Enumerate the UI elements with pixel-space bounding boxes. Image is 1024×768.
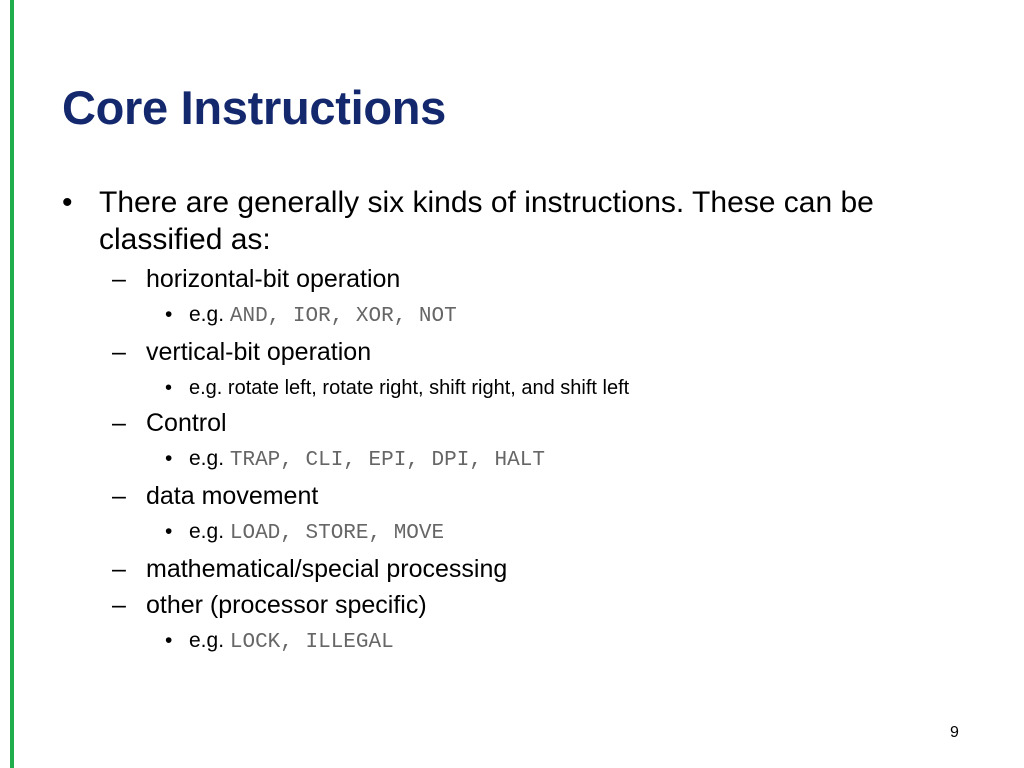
example-prefix: e.g.	[189, 447, 225, 470]
bullet-dot-icon: •	[165, 377, 173, 399]
example-prefix: e.g.	[189, 629, 225, 652]
dash-icon: –	[112, 591, 126, 619]
bullet-dot-icon: •	[165, 447, 173, 470]
example-data-movement	[62, 518, 962, 548]
sub-item-math-processing	[62, 554, 962, 584]
bullet-dot-icon: •	[165, 520, 173, 543]
slide-content	[62, 184, 962, 657]
example-code: TRAP, CLI, EPI, DPI, HALT	[229, 449, 545, 472]
sub-item-vertical-bit	[62, 337, 962, 367]
example-other	[62, 627, 962, 657]
accent-bar	[10, 0, 14, 768]
sub-item-label: horizontal-bit operation	[146, 265, 401, 293]
dash-icon: –	[112, 409, 126, 437]
sub-item-label: other (processor specific)	[146, 591, 427, 619]
example-code: LOAD, STORE, MOVE	[229, 522, 445, 545]
example-code: LOCK, ILLEGAL	[229, 631, 394, 654]
main-bullet-text: There are generally six kinds of instructions. These can be classified as:	[99, 186, 874, 256]
dash-icon: –	[112, 482, 126, 510]
dash-icon: –	[112, 265, 126, 293]
sub-item-horizontal-bit	[62, 264, 962, 294]
example-prefix: e.g.	[189, 303, 225, 326]
page-number: 9	[950, 724, 959, 741]
dash-icon: –	[112, 338, 126, 366]
sub-item-label: data movement	[146, 482, 319, 510]
example-text: e.g. rotate left, rotate right, shift right, and shift left	[189, 377, 630, 399]
sub-item-label: Control	[146, 409, 227, 437]
example-code: AND, IOR, XOR, NOT	[229, 305, 457, 328]
slide-title: Core Instructions	[62, 81, 447, 134]
bullet-dot-icon: •	[165, 629, 173, 652]
sub-item-label: mathematical/special processing	[146, 555, 508, 583]
sub-item-label: vertical-bit operation	[146, 338, 372, 366]
sub-item-data-movement	[62, 481, 962, 511]
sub-item-control	[62, 408, 962, 438]
example-prefix: e.g.	[189, 520, 225, 543]
sub-item-other	[62, 590, 962, 620]
main-bullet	[62, 184, 962, 258]
example-control	[62, 445, 962, 475]
example-horizontal-bit	[62, 301, 962, 331]
dash-icon: –	[112, 555, 126, 583]
bullet-dot-icon: •	[62, 186, 73, 219]
example-vertical-bit	[62, 374, 962, 402]
bullet-dot-icon: •	[165, 303, 173, 326]
